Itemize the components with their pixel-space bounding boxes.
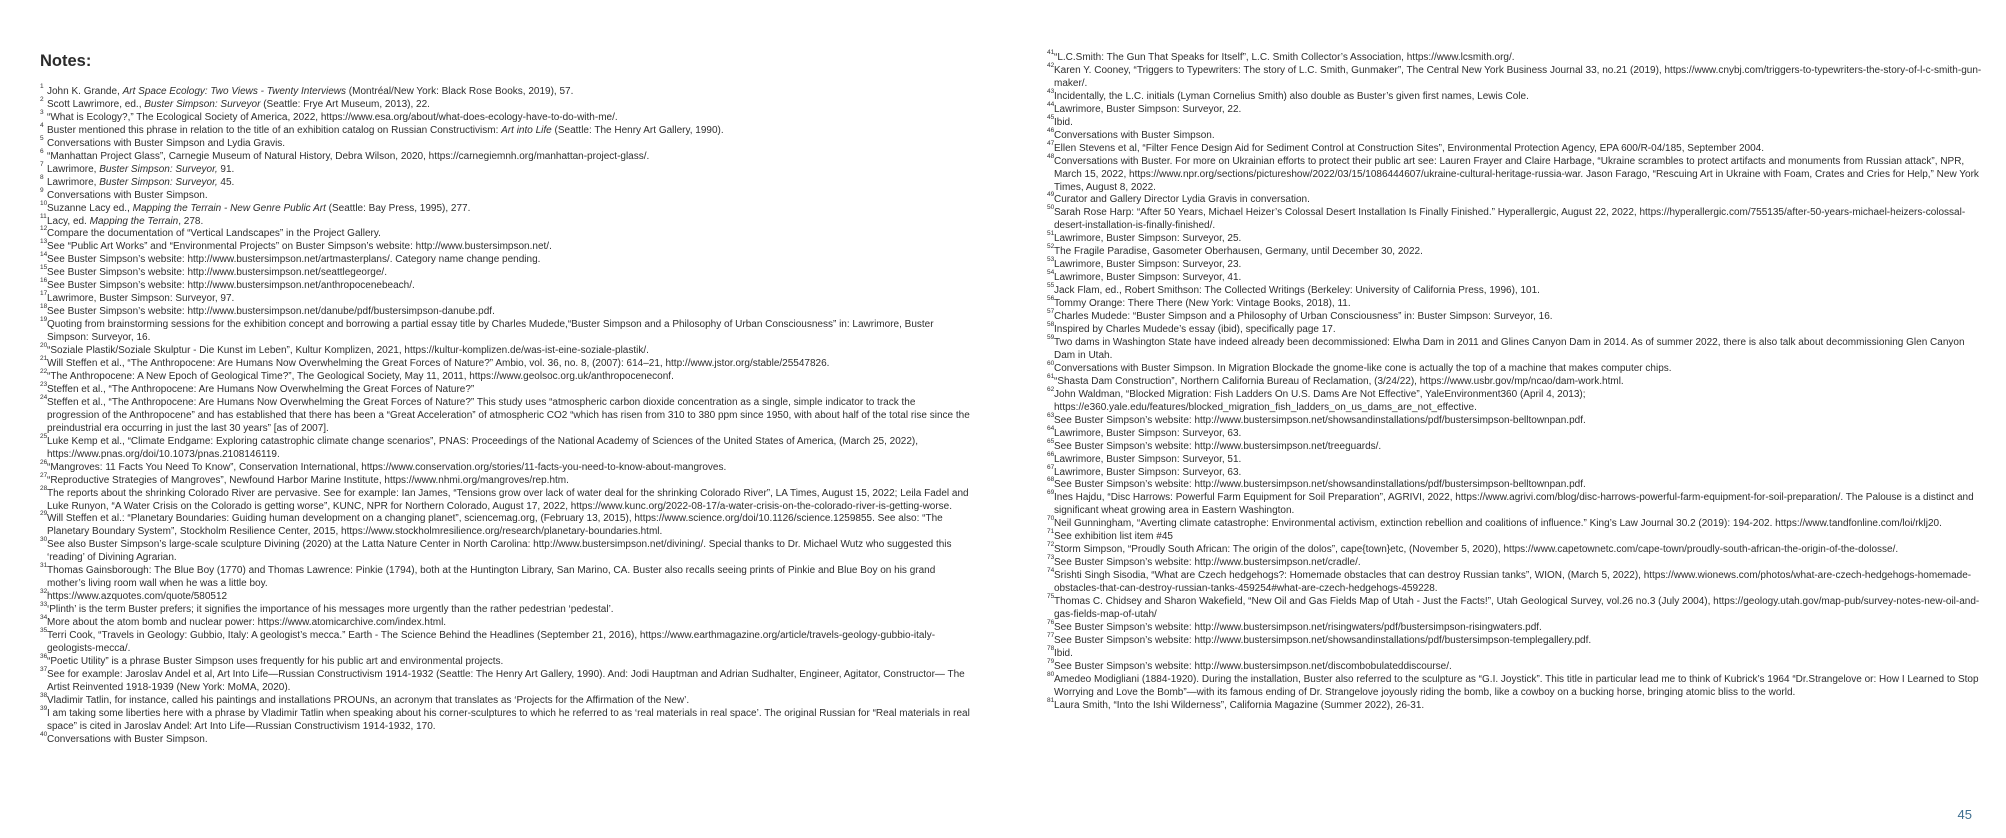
footnote-number: 26 [40,458,48,466]
footnote-number: 71 [1047,528,1055,536]
footnote-italic-text: Art Space Ecology: Two Views - Twenty Interviews [122,86,347,97]
footnote-text: Tommy Orange: There There (New York: Vintage Books, 2018), 11. [1054,298,1351,310]
footnote [1047,515,1987,531]
footnote-number: 60 [1047,359,1055,367]
footnote-number: 42 [1047,61,1055,69]
footnote-text: Inspired by Charles Mudede’s essay (ibid), specifically page 17. [1054,324,1336,336]
footnote [1047,657,1987,674]
footnote [1047,321,1987,337]
footnote-number: 2 [40,95,44,103]
footnote-number: 54 [1047,269,1055,277]
footnote-text: Conversations with Buster Simpson and Lydia Gravis. [47,137,286,149]
footnote-text: Steffen et al., “The Anthropocene: Are Humans Now Overwhelming the Great Forces of Nature?” [47,383,475,395]
footnote-number: 37 [40,665,48,673]
footnote-number: 79 [1047,657,1055,665]
footnote-number: 53 [1047,256,1055,264]
footnote [1047,139,1987,156]
footnote [40,355,970,371]
footnote [40,121,970,138]
footnote [1047,372,1987,389]
footnote-text: Curator and Gallery Director Lydia Gravis in conversation. [1054,194,1310,206]
footnote-number: 67 [1047,463,1055,471]
footnote-text: See Buster Simpson’s website: http://www.bustersimpson.net/discombobulateddiscourse/. [1054,660,1452,672]
notes-column-right [1047,49,1987,713]
footnote-number: 66 [1047,450,1055,458]
footnote [40,471,970,488]
footnote [40,458,970,475]
footnote-number: 34 [40,614,48,622]
footnote-number: 5 [40,134,44,142]
footnote-text: “Manhattan Project Glass”, Carnegie Museum of Natural History, Debra Wilson, 2020, https://carnegiemnh.org/manhattan-project-glass/. [47,150,650,162]
footnote [1047,696,1987,713]
footnote-number: 50 [1047,204,1055,212]
footnote-italic-text: Art into Life [501,124,552,136]
footnote-text: Conversations with Buster Simpson. [1054,129,1215,141]
footnote [1047,113,1987,130]
footnote-text: Steffen et al., “The Anthropocene: Are Humans Now Overwhelming the Great Forces of Nature?” This study uses “atmospheric carbon dioxide concentration as a single, simple indicator to track the progression of the Anthropocene” and has established that there has been a “Great Acceleration” of atmospheric CO2 “which has risen from 310 to 380 ppm since 1950, with about half of the total rise since the preindustrial era occurring in just the last 30 years” [as of 2007]. [47,396,970,434]
footnote [1047,308,1987,324]
footnote-text: Thomas Gainsborough: The Blue Boy (1770) and Thomas Lawrence: Pinkie (1794), both at the Huntington Library, San Marino, CA. Buster also recalls seeing prints of Pinkie and Blue Boy on his grand mother’s living room wall when he was a little boy. [47,565,936,590]
footnote [40,316,970,345]
footnote-text: Ines Hajdu, “Disc Harrows: Powerful Farm Equipment for Soil Preparation”, AGRIVI, 2022, https://www.agrivi.com/blog/disc-harrows-powerful-farm-equipment-for-soil-preparation/. The Palouse is a distinct and significant wheat growing area in Eastern Washington. [1054,492,1974,517]
footnote-text: Thomas C. Chidsey and Sharon Wakefield, “New Oil and Gas Fields Map of Utah - Just the Facts!”, Utah Geological Survey, vol.26 no.3 (July 2004), https://geology.utah.gov/map-pub/survey-notes-new-oil-and-gas-fields-map-of-utah/ [1054,596,1980,620]
footnote [1047,424,1987,441]
footnote-number: 28 [40,484,48,492]
footnote [1047,463,1987,480]
footnote [1047,437,1987,454]
footnote-number: 80 [1047,670,1055,678]
footnote-number: 8 [40,173,44,181]
footnote-number: 56 [1047,295,1055,303]
footnote-text: “What is Ecology?,” The Ecological Society of America, 2022, https://www.esa.org/about/what-does-ecology-have-to-do-with-me/. [47,111,618,123]
footnote-text: Jack Flam, ed., Robert Smithson: The Collected Writings (Berkeley: University of California Press, 1996), 101. [1054,285,1540,297]
footnote-number: 21 [40,355,48,363]
footnote [1047,49,1987,65]
footnote-number: 41 [1047,49,1055,56]
footnote-text: I am taking some liberties here with a phrase by Vladimir Tatlin when speaking about his corner-sculptures to which he referred to as ‘real materials in real space’. The original Russian for “Real materials in real space” is cited in Jaroslav Andel: Art Into Life—Russian Constructivism 1914-1932, 170. [47,707,970,732]
footnote-text: Will Steffen et al., “The Anthropocene: Are Humans Now Overwhelming the Great Forces of Nature?” Ambio, vol. 36, no. 8, (2007): 614–21, http://www.jstor.org/stable/25547826. [47,358,830,370]
footnote [1047,295,1987,311]
footnote [40,264,970,280]
footnote [1047,618,1987,635]
footnote [40,342,970,358]
footnote-number: 20 [40,342,48,350]
footnote-number: 16 [40,277,48,285]
footnote-text: Quoting from brainstorming sessions for the exhibition concept and borrowing a partial essay title by Charles Mudede,“Buster Simpson and a Philosophy of Urban Consciousness” in: Lawrimore, Buster Simpson: Surveyor, 16. [47,319,934,344]
footnote [40,160,970,177]
footnote-text: Conversations with Buster. For more on Ukrainian efforts to protect their public art see: Lauren Frayer and Claire Harbage, “Ukraine scrambles to protect artifacts and monuments from Russian attack”, NPR, March 15, 2022, https://www.npr.org/sections/pictureshow/2022/03/15/1086444607/ukraine-cultural-heritage-russia-war. Jason Farago, “Rescuing Art in Ukraine with Foam, Crates and Cries for Help,” New York Times, August 8, 2022. [1054,155,1979,193]
footnote-text: Lawrimore, Buster Simpson: Surveyor, 22. [1054,103,1242,115]
footnote-text: “Mangroves: 11 Facts You Need To Know”, Conservation International, https://www.conservation.org/stories/11-facts-you-need-to-know-about-mangroves. [47,461,727,473]
footnote [40,665,970,695]
footnote-text: (Montréal/New York: Black Rose Books, 2019), 57. [346,86,574,97]
footnote-text: Incidentally, the L.C. initials (Lyman Cornelius Smith) also double as Buster’s given first names, Lewis Cole. [1054,90,1529,102]
footnote-number: 81 [1047,696,1055,704]
footnote-number: 6 [40,147,44,155]
footnote-text: Ibid. [1054,116,1073,128]
footnote-text: Lawrimore, Buster Simpson: Surveyor, 63. [1054,466,1242,478]
footnote-number: 73 [1047,554,1055,562]
footnote-text: Conversations with Buster Simpson. In Migration Blockade the gnome-like cone is actually the top of a machine that makes computer chips. [1054,362,1672,374]
footnote [1047,256,1987,272]
footnote-text: See Buster Simpson’s website: http://www.bustersimpson.net/danube/pdf/bustersimpson-danube.pdf. [47,306,495,318]
footnote [40,238,970,254]
footnote [1047,126,1987,143]
footnote-number: 58 [1047,321,1055,329]
footnote-number: 51 [1047,230,1055,238]
footnote [40,199,970,216]
footnote-number: 12 [40,225,48,233]
footnote-number: 47 [1047,139,1055,147]
footnote-number: 13 [40,238,48,246]
footnote-number: 44 [1047,100,1055,108]
footnote-number: 77 [1047,631,1055,639]
footnote [40,108,970,125]
footnote-text: Lawrimore, Buster Simpson: Surveyor, 23. [1054,259,1242,271]
footnote [40,510,970,539]
footnote-italic-text: Buster Simpson: Surveyor, [99,176,218,188]
footnote-text: “Reproductive Strategies of Mangroves”, Newfound Harbor Marine Institute, https://www.nhmi.org/mangroves/rep.htm. [47,474,569,486]
footnote-text: https://www.azquotes.com/quote/580512 [47,591,228,603]
footnote [1047,191,1987,207]
footnote-text: Two dams in Washington State have indeed already been decommissioned: Elwha Dam in 2011 and Glines Canyon Dam in 2014. As of summer 2022, there is also talk about decommissioning Glen Canyon Dam in Utah. [1054,336,1965,361]
footnote-text: Conversations with Buster Simpson. [47,733,208,745]
footnote-text: Charles Mudede: “Buster Simpson and a Philosophy of Urban Consciousness” in: Buster Simpson: Surveyor, 16. [1054,311,1553,323]
footnote [1047,333,1987,363]
footnote [1047,282,1987,298]
footnote-text: Amedeo Modigliani (1884-1920). During the installation, Buster also referred to the sculpture as “G.I. Joystick”. This title in particular lead me to think of Kubrick’s 1964 “Dr.Strangelove or: How I Learned to Stop Worrying and Love the Bomb”—with its famous ending of Dr. Strangelove joyously riding the bomb, like a cowboy on a bucking horse, bringing atomic bliss to the world. [1054,673,1979,698]
page-title: Notes: [40,52,92,70]
footnote [1047,670,1987,700]
footnote [40,536,970,565]
footnote-text: More about the atom bomb and nuclear power: https://www.atomicarchive.com/index.html. [47,617,447,629]
footnote-number: 14 [40,251,48,259]
footnote-italic-text: Mapping the Terrain - New Genre Public Art [132,202,326,214]
footnote-text: Lawrimore, Buster Simpson: Surveyor, 41. [1054,272,1242,284]
footnote-text: Lawrimore, [47,163,100,175]
footnote [40,601,970,617]
footnote-text: See Buster Simpson’s website: http://www.bustersimpson.net/anthropocenebeach/. [47,280,415,292]
footnote [40,303,970,319]
footnote-text: Buster mentioned this phrase in relation to the title of an exhibition catalog on Russian Constructivism: [47,124,502,136]
footnote-number: 72 [1047,541,1055,549]
footnote [1047,61,1987,91]
footnote-number: 36 [40,652,48,660]
footnote-number: 39 [40,704,48,712]
footnote-number: 9 [40,186,44,194]
footnote-italic-text: Mapping the Terrain [89,215,179,227]
footnote-number: 24 [40,393,48,401]
footnote-text: “L.C.Smith: The Gun That Speaks for Itself”, L.C. Smith Collector’s Association, https://www.lcsmith.org/. [1054,52,1515,63]
footnote [40,134,970,151]
footnote [40,380,970,397]
footnote-number: 25 [40,432,48,440]
footnote-text: John Waldman, “Blocked Migration: Fish Ladders On U.S. Dams Are Not Effective”, YaleEnvironment360 (April 4, 2013); https://e360.yale.edu/features/blocked_migration_fish_ladders_on_us_dams_are_not_effective. [1054,388,1586,413]
footnote-italic-text: Buster Simpson: Surveyor, [99,163,218,175]
footnote [1047,411,1987,428]
footnote [40,730,970,747]
footnote [1047,385,1987,415]
footnote-number: 78 [1047,644,1055,652]
footnote-number: 45 [1047,113,1055,121]
footnote-number: 11 [40,212,47,220]
footnote-number: 40 [40,730,48,738]
footnote-text: See also Buster Simpson’s large-scale sculpture Divining (2020) at the Latta Nature Center in North Carolina: http://www.bustersimpson.net/divining/. Special thanks to Dr. Michael Wutz who suggested this ‘reading’ of Divining Agrarian. [47,539,952,564]
footnote-number: 57 [1047,308,1055,316]
footnote [40,614,970,630]
footnote-number: 55 [1047,282,1055,290]
footnote [40,367,970,384]
footnote [40,393,970,436]
footnote-text: Lawrimore, [47,176,100,188]
footnote-text: The Fragile Paradise, Gasometer Oberhausen, Germany, until December 30, 2022. [1054,246,1423,258]
footnote-number: 33 [40,601,48,609]
footnote-number: 74 [1047,567,1055,575]
footnote-number: 3 [40,108,44,116]
footnote [40,704,970,734]
footnote-text: Conversations with Buster Simpson. [47,189,208,201]
footnote-text: Will Steffen et al.: “Planetary Boundaries: Guiding human development on a changing planet”, sciencemag.org, (February 13, 2015), https://www.science.org/doi/10.1126/science.1259855. See also: “The Planetary Boundary System”, Stockholm Resilience Center, 2015, https://www.stockholmresilience.org/research/planetary-boundaries.html. [47,513,943,538]
footnote-text: Terri Cook, “Travels in Geology: Gubbio, Italy: A geologist’s mecca.” Earth - The Science Behind the Headlines (September 21, 2016), https://www.earthmagazine.org/article/travels-geology-gubbio-italy-geologists-mecca/. [47,630,936,654]
footnote-number: 46 [1047,126,1055,134]
footnote-text: Karen Y. Cooney, “Triggers to Typewriters: The story of L.C. Smith, Gunmaker”, The Central New York Business Journal 33, no.21 (2019), https://www.cnybj.com/triggers-to-typewriters-the-story-of-l-c-smith-gun-maker/. [1054,64,1982,89]
footnote [40,277,970,293]
footnote-number: 32 [40,588,48,596]
footnote-text: Scott Lawrimore, ed., [47,98,145,110]
footnote-number: 62 [1047,385,1055,393]
footnote-text: Compare the documentation of “Vertical Landscapes” in the Project Gallery. [47,228,381,240]
footnote-text: Lawrimore, Buster Simpson: Surveyor, 25. [1054,233,1242,245]
footnote-number: 43 [1047,87,1055,95]
footnote [1047,359,1987,376]
footnote-number: 1 [40,83,44,90]
footnote [1047,243,1987,259]
footnote-number: 23 [40,380,48,388]
footnote-text: (Seattle: Bay Press, 1995), 277. [325,202,471,214]
footnote [40,251,970,267]
footnote-number: 29 [40,510,48,518]
footnote-number: 64 [1047,424,1055,432]
footnote [40,212,970,229]
footnote-number: 17 [40,290,48,298]
footnote-text: See exhibition list item #45 [1054,531,1173,543]
footnote-number: 38 [40,691,48,699]
footnote [40,147,970,164]
footnote-number: 59 [1047,333,1055,341]
footnote-number: 49 [1047,191,1055,199]
footnote [1047,554,1987,570]
footnote-number: 65 [1047,437,1055,445]
footnote-number: 48 [1047,152,1055,160]
footnote-text: Sarah Rose Harp: “After 50 Years, Michael Heizer’s Colossal Desert Installation Is Finally Finished.” Hyperallergic, August 22, 2022, https://hyperallergic.com/755135/after-50-years-michael-heizers-colossal-desert-installation-is-finally-finished/. [1054,207,1966,232]
footnote [1047,567,1987,596]
footnote-number: 52 [1047,243,1055,251]
footnote-number: 76 [1047,618,1055,626]
footnote [1047,204,1987,233]
footnote [1047,269,1987,285]
footnote [40,95,970,112]
notes-column-left [40,83,970,747]
footnote-number: 69 [1047,489,1055,497]
footnote-number: 15 [40,264,48,272]
footnote [40,186,970,203]
footnote-text: (Seattle: The Henry Art Gallery, 1990). [551,124,724,136]
footnote [1047,476,1987,492]
footnote-text: “Shasta Dam Construction”, Northern California Bureau of Reclamation, (3/24/22), https://www.usbr.gov/mp/ncao/dam-work.html. [1054,375,1624,387]
footnote-text: Lawrimore, Buster Simpson: Surveyor, 63. [1054,427,1242,439]
footnote [40,432,970,462]
footnote-text: Srishti Singh Sisodia, “What are Czech hedgehogs?: Homemade obstacles that can destroy Russian tanks”, WION, (March 5, 2022), https://www.wionews.com/photos/what-are-czech-hedgehogs-homemade-obstacles-that-can-destroy-russian-tanks-459254#what-are-czech-hedgehogs-459228. [1054,570,1972,595]
footnote [1047,152,1987,195]
footnote [40,588,970,604]
footnote-text: See Buster Simpson’s website: http://www.bustersimpson.net/seattlegeorge/. [47,267,387,279]
footnote-number: 10 [40,199,48,207]
footnote [1047,230,1987,246]
footnote-italic-text: Buster Simpson: Surveyor [144,98,261,110]
footnote [40,484,970,514]
footnote [1047,489,1987,518]
footnote-number: 75 [1047,593,1055,601]
footnote-text: Lawrimore, Buster Simpson: Surveyor, 97. [47,293,235,305]
footnote-text: Storm Simpson, “Proudly South African: The origin of the dolos”, cape{town}etc, (November 5, 2020), https://www.capetownetc.com/cape-town/proudly-south-african-the-origin-of-the-dolosse/. [1054,544,1899,556]
footnote-text: Vladimir Tatlin, for instance, called his paintings and installations PROUNs, an acronym that translates as ‘Projects for the Affirmation of the New’. [47,694,690,706]
footnote-text: See Buster Simpson’s website: http://www.bustersimpson.net/artmasterplans/. Category name change pending. [47,254,541,266]
footnote [1047,631,1987,648]
footnote-number: 22 [40,367,48,375]
footnote-text: (Seattle: Frye Art Museum, 2013), 22. [260,98,430,110]
footnote [1047,593,1987,622]
footnote-number: 31 [40,562,48,570]
footnote-text: “Soziale Plastik/Soziale Skulptur - Die Kunst im Leben”, Kultur Komplizen, 2021, https://kultur-komplizen.de/was-ist-eine-soziale-plastik/. [47,345,649,357]
footnote-number: 70 [1047,515,1055,523]
footnote-text: See Buster Simpson’s website: http://www.bustersimpson.net/cradle/. [1054,557,1361,569]
footnote-text: See Buster Simpson’s website: http://www.bustersimpson.net/showsandinstallations/pdf/bustersimpson-belltownpan.pdf. [1054,479,1586,491]
footnote-text: See “Public Art Works” and “Environmental Projects” on Buster Simpson’s website: http://www.bustersimpson.net/. [47,241,552,253]
footnote-text: John K. Grande, [47,86,123,97]
footnote-text: 45. [217,176,235,188]
footnote [1047,528,1987,544]
footnote-text: Laura Smith, “Into the Ishi Wilderness”, California Magazine (Summer 2022), 26-31. [1054,699,1425,711]
footnote [1047,100,1987,117]
footnote [40,83,970,99]
footnote-text: Suzanne Lacy ed., [47,202,133,214]
footnote [1047,450,1987,467]
footnote-number: 19 [40,316,48,324]
footnote-text: ‘Plinth’ is the term Buster prefers; it signifies the importance of his messages more urgently than the rather pedestrian ‘pedestal’. [47,604,614,616]
footnote-number: 68 [1047,476,1055,484]
footnote-number: 61 [1047,372,1055,380]
footnote-number: 4 [40,121,44,129]
footnote-text: Lacy, ed. [47,215,90,227]
footnote-text: See Buster Simpson’s website: http://www.bustersimpson.net/risingwaters/pdf/bustersimpson-risingwaters.pdf. [1054,621,1542,633]
footnote-text: , 278. [178,215,204,227]
footnote [40,627,970,656]
footnote-text: 91. [217,163,235,175]
footnote-text: Neil Gunningham, “Averting climate catastrophe: Environmental activism, extinction rebellion and coalitions of influence.” King’s Law Journal 30.2 (2019): 194-202. https://www.tandfonline.com/loi/rklj20. [1054,518,1942,530]
footnote [40,290,970,306]
footnote [40,225,970,241]
footnote-text: See Buster Simpson’s website: http://www.bustersimpson.net/showsandinstallations/pdf/bustersimpson-templegallery.pdf. [1054,634,1592,646]
footnote-text: See for example: Jaroslav Andel et al, Art Into Life—Russian Constructivism 1914-1932 (Seattle: The Henry Art Gallery, 1990). And: Jodi Hauptman and Adrian Sudhalter, Engineer, Agitator, Constructor— The Artist Reinvented 1918-1939 (New York: MoMA, 2020). [47,668,965,693]
footnote-text: Ellen Stevens et al, “Filter Fence Design Aid for Sediment Control at Construction Sites”, Environmental Protection Agency, EPA 600/R-04/185, September 2004. [1054,142,1764,154]
footnote-text: See Buster Simpson’s website: http://www.bustersimpson.net/treeguards/. [1054,440,1382,452]
footnote [1047,644,1987,661]
footnote-number: 63 [1047,411,1055,419]
footnote-text: See Buster Simpson’s website: http://www.bustersimpson.net/showsandinstallations/pdf/bustersimpson-belltownpan.pdf. [1054,414,1586,426]
footnote [40,652,970,669]
page-number: 45 [1957,807,1972,822]
footnote-text: Ibid. [1054,647,1073,659]
footnote [40,691,970,708]
footnote-number: 27 [40,471,48,479]
footnote-number: 30 [40,536,48,544]
footnote-number: 35 [40,627,48,635]
footnote [40,562,970,591]
footnote-text: Luke Kemp et al., “Climate Endgame: Exploring catastrophic climate change scenarios”, PNAS: Proceedings of the National Academy of Sciences of the United States of America, (March 25, 2022), https://www.pnas.org/doi/10.1073/pnas.2108146119. [47,435,918,460]
footnote-text: “Poetic Utility” is a phrase Buster Simpson uses frequently for his public art and environmental projects. [47,655,504,667]
footnote-number: 18 [40,303,48,311]
footnote [40,173,970,190]
footnote-text: The reports about the shrinking Colorado River are pervasive. See for example: Ian James, “Tensions grow over lack of water deal for the shrinking Colorado River”, LA Times, August 15, 2022; Leila Fadel and Luke Runyon, “A Water Crisis on the Colorado is getting worse”, KUNC, NPR for Northern Colorado, August 17, 2022, https://www.kunc.org/2022-08-17/a-water-crisis-on-the-colorado-river-is-getting-worse. [47,487,969,512]
footnote-text: “The Anthropocene: A New Epoch of Geological Time?”, The Geological Society, May 11, 2011, https://www.geolsoc.org.uk/anthropoceneconf. [47,370,674,382]
footnote [1047,87,1987,104]
footnote-text: Lawrimore, Buster Simpson: Surveyor, 51. [1054,453,1242,465]
footnote [1047,541,1987,557]
footnote-number: 7 [40,160,44,168]
